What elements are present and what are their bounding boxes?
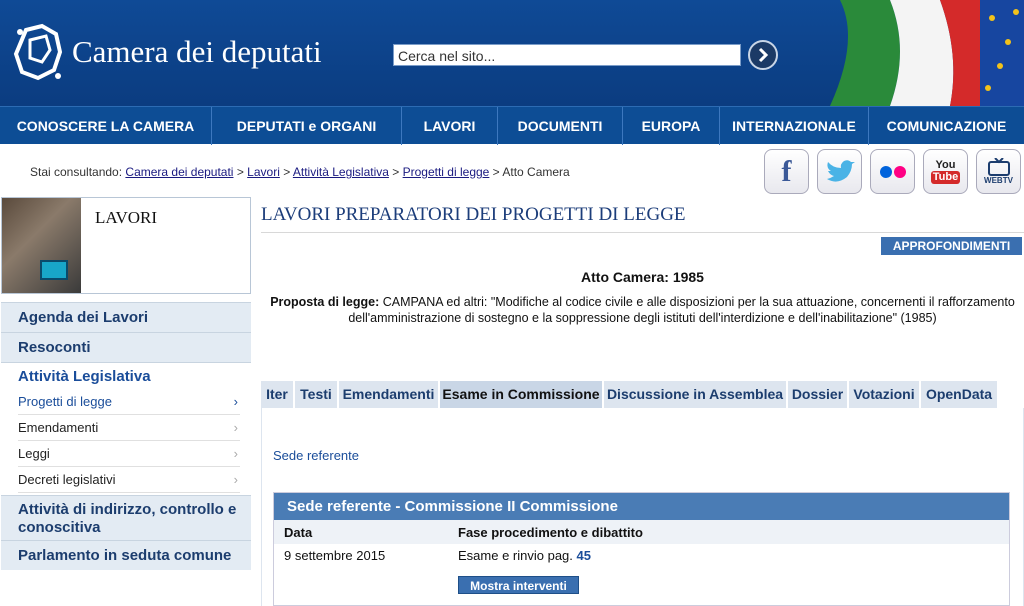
breadcrumb-attivita[interactable]: Attività Legislativa [292, 165, 389, 179]
youtube-button[interactable]: You Tube [923, 149, 968, 194]
table-heading: Sede referente - Commissione II Commissione [274, 493, 1009, 520]
breadcrumb-lavori[interactable]: Lavori [247, 165, 280, 179]
breadcrumb-current: Atto Camera [502, 165, 570, 179]
italy-eu-flag-banner [800, 0, 1024, 106]
tab-discussione-assemblea[interactable]: Discussione in Assemblea [604, 381, 786, 408]
mostra-interventi-button[interactable]: Mostra interventi [458, 576, 579, 594]
breadcrumb: Stai consultando: Camera dei deputati > Lavori > Attività Legislativa > Progetti di legge > Atto Camera [30, 165, 570, 179]
sidebar-sub-leggi[interactable]: Leggi › [18, 441, 240, 467]
lavori-photo [2, 198, 81, 293]
chevron-right-icon [750, 42, 776, 68]
search-input[interactable]: Cerca nel sito... [393, 44, 741, 66]
chevron-right-icon: › [233, 472, 238, 487]
search-submit-button[interactable] [748, 40, 778, 70]
nav-deputati[interactable]: DEPUTATI e ORGANI [212, 107, 402, 145]
proposta-text: Proposta di legge: CAMPANA ed altri: "Modifiche al codice civile e alle disposizioni per la sua attuazione, concernenti il rafforzamento dell'amministrazione di sostegno e la soppressione degli istituti dell'interdizione e dell'inabilitazione" (1985) [270, 295, 1015, 325]
approfondimenti-button[interactable]: APPROFONDIMENTI [881, 237, 1022, 255]
tab-opendata[interactable]: OpenData [921, 381, 997, 408]
page-link[interactable]: 45 [576, 548, 591, 563]
row-date: 9 settembre 2015 [284, 548, 386, 563]
tab-votazioni[interactable]: Votazioni [849, 381, 919, 408]
tab-iter[interactable]: Iter [261, 381, 293, 408]
twitter-icon [825, 159, 855, 185]
sidebar-item-parlamento[interactable]: Parlamento in seduta comune [1, 540, 251, 570]
tab-dossier[interactable]: Dossier [788, 381, 847, 408]
nav-comunicazione[interactable]: COMUNICAZIONE [886, 118, 1007, 134]
chevron-right-icon: › [233, 420, 238, 435]
lavori-heading: LAVORI [95, 208, 158, 227]
atto-camera-heading: Atto Camera: 1985 [581, 269, 704, 285]
nav-conoscere[interactable]: CONOSCERE LA CAMERA [0, 107, 212, 145]
breadcrumb-prefix: Stai consultando: [30, 165, 123, 179]
site-name[interactable]: Camera dei deputati [72, 34, 322, 69]
sidebar-sub-decreti[interactable]: Decreti legislativi › [18, 467, 240, 493]
webtv-button[interactable]: WEBTV [976, 149, 1021, 194]
chevron-right-icon: › [233, 394, 238, 409]
camera-logo-icon[interactable] [12, 22, 64, 84]
nav-lavori[interactable]: LAVORI [402, 107, 498, 145]
title-divider [261, 232, 1024, 233]
main-nav [0, 106, 1024, 144]
row-fase: Esame e rinvio pag. 45 [458, 548, 591, 563]
col-header-fase: Fase procedimento e dibattito [458, 525, 643, 540]
nav-europa[interactable]: EUROPA [623, 107, 720, 145]
col-header-data: Data [284, 525, 313, 540]
sidebar-item-agenda[interactable]: Agenda dei Lavori [1, 302, 251, 332]
youtube-icon: You [935, 158, 956, 171]
flickr-button[interactable] [870, 149, 915, 194]
monitor-icon [40, 260, 68, 280]
nav-documenti[interactable]: DOCUMENTI [498, 107, 623, 145]
page-title: LAVORI PREPARATORI DEI PROGETTI DI LEGGE [261, 204, 686, 225]
sidebar-item-attivita[interactable]: Attività Legislativa [1, 362, 251, 390]
facebook-icon: f [781, 154, 792, 188]
webtv-icon [987, 158, 1011, 176]
sede-referente-link[interactable]: Sede referente [273, 448, 360, 463]
flickr-icon [878, 165, 908, 179]
tab-esame-commissione[interactable]: Esame in Commissione [440, 381, 602, 408]
breadcrumb-camera[interactable]: Camera dei deputati [125, 165, 234, 179]
facebook-button[interactable] [764, 149, 809, 194]
breadcrumb-progetti[interactable]: Progetti di legge [402, 165, 490, 179]
sidebar-sub-progetti[interactable]: Progetti di legge › [18, 389, 240, 415]
tab-testi[interactable]: Testi [295, 381, 337, 408]
sidebar-item-indirizzo[interactable]: Attività di indirizzo, controllo e conoscitiva [1, 495, 251, 540]
twitter-button[interactable] [817, 149, 862, 194]
chevron-right-icon: › [233, 446, 238, 461]
sidebar-sub-emendamenti[interactable]: Emendamenti › [18, 415, 240, 441]
tab-emendamenti[interactable]: Emendamenti [339, 381, 438, 408]
nav-internazionale[interactable]: INTERNAZIONALE [720, 107, 869, 145]
sidebar-item-resoconti[interactable]: Resoconti [1, 332, 251, 362]
